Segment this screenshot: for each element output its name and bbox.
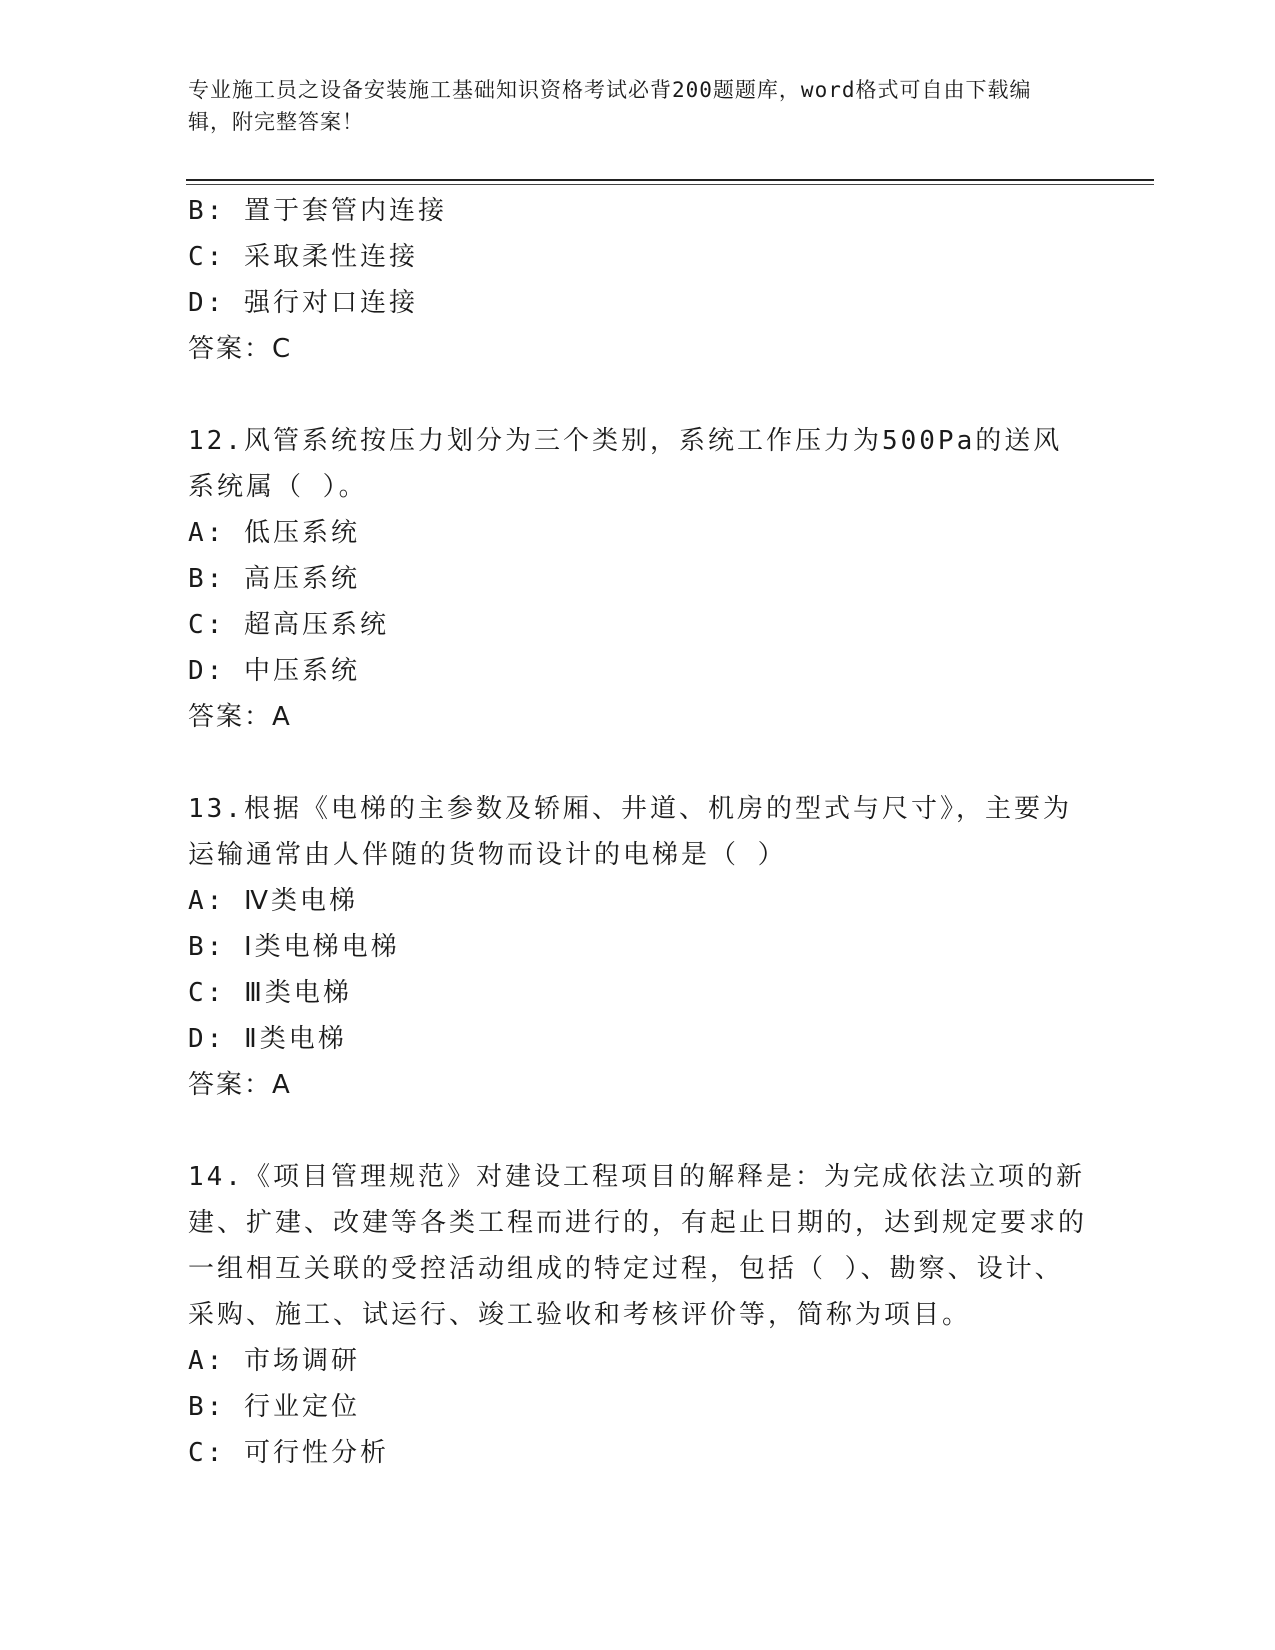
answer-line: 答案：C [188, 334, 293, 364]
question-text: 14.《项目管理规范》对建设工程项目的解释是：为完成依法立项的新建、扩建、改建等各类工程而进行的，有起止日期的，达到规定要求的一组相互关联的受控活动组成的特定过程，包括（ ）、勘察、设计、采购、施工、试运行、竣工验收和考核评价等，简称为项目。 [188, 1162, 1088, 1330]
question-text: 13.根据《电梯的主参数及轿厢、井道、机房的型式与尺寸》，主要为运输通常由人伴随的货物而设计的电梯是（ ） [188, 794, 1072, 870]
question-13 [188, 786, 1088, 1108]
option-c: C: 采取柔性连接 [188, 242, 418, 272]
option-c: C: 可行性分析 [188, 1438, 389, 1468]
answer-line: 答案：A [188, 702, 292, 732]
option-b: B: 置于套管内连接 [188, 196, 447, 226]
option-d: D: 强行对口连接 [188, 288, 418, 318]
question-text: 12.风管系统按压力划分为三个类别，系统工作压力为500Pa的送风系统属（ ）。 [188, 426, 1063, 502]
document-header: 专业施工员之设备安装施工基础知识资格考试必背200题题库，word格式可自由下载编辑，附完整答案！ [188, 78, 1032, 134]
option-b: B: 高压系统 [188, 564, 360, 594]
option-d: D: Ⅱ类电梯 [188, 1024, 347, 1054]
option-d: D: 中压系统 [188, 656, 360, 686]
question-content [188, 188, 1088, 1476]
header-divider-thick [186, 179, 1154, 181]
option-b: B: Ⅰ类电梯电梯 [188, 932, 400, 962]
header-divider-thin [186, 184, 1154, 185]
answer-line: 答案：A [188, 1070, 292, 1100]
option-c: C: Ⅲ类电梯 [188, 978, 352, 1008]
option-a: A: Ⅳ类电梯 [188, 886, 358, 916]
question-12 [188, 418, 1088, 740]
option-a: A: 低压系统 [188, 518, 360, 548]
option-b: B: 行业定位 [188, 1392, 360, 1422]
option-a: A: 市场调研 [188, 1346, 360, 1376]
prev-question-block [188, 188, 1088, 372]
question-14 [188, 1154, 1088, 1476]
option-c: C: 超高压系统 [188, 610, 389, 640]
